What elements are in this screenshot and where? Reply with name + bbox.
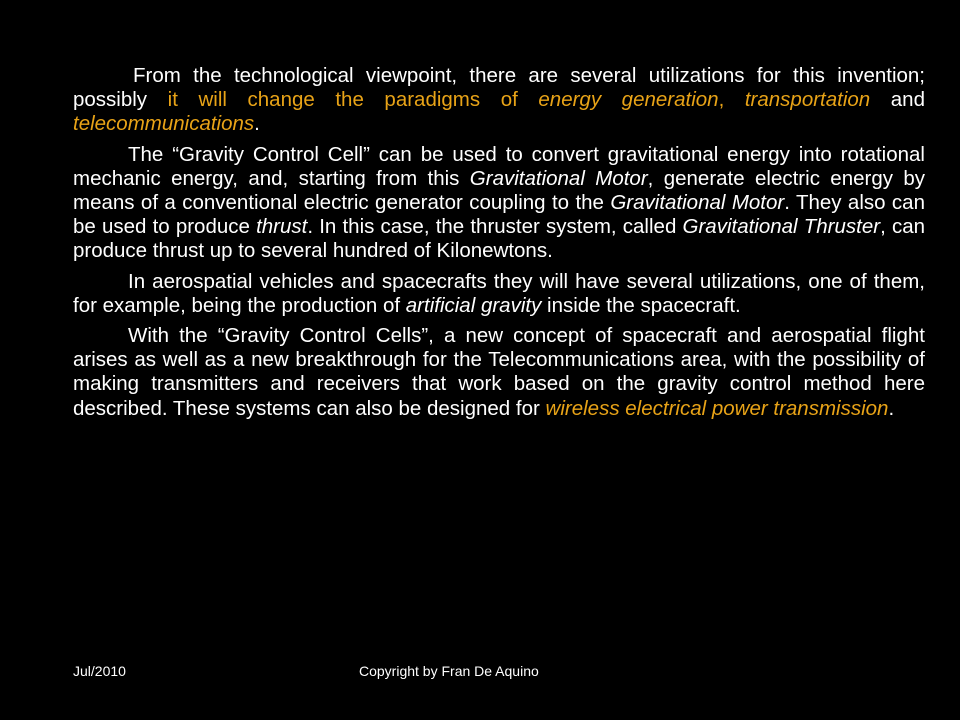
text-segment: energy generation: [538, 88, 719, 112]
text-segment: With the “Gravity Control Cells”, a new concept of spacecraft and aerospatial flight arises as well as a new breakthrough for the Telecommunications area, with the possibility of making transmitters and receivers that work based on the gravity control method here described. These systems can also be designed for: [73, 324, 925, 420]
paragraph-technological-viewpoint: [73, 64, 925, 137]
text-segment: Gravitational Motor: [469, 166, 648, 190]
text-segment: . They also can be used to produce: [73, 191, 925, 239]
text-segment: telecommunications: [73, 112, 255, 136]
text-segment: Gravitational Thruster: [682, 215, 881, 239]
text-segment: inside the spacecraft.: [541, 293, 741, 317]
text-segment: thrust: [256, 215, 308, 239]
paragraph-aerospatial-vehicles: [73, 270, 925, 318]
text-segment: In aerospatial vehicles and spacecrafts they will have several utilizations, one of them, for example, being the production of: [73, 269, 925, 317]
text-segment: .: [254, 112, 260, 136]
text-segment: transportation: [744, 88, 871, 112]
text-segment: ,: [718, 88, 745, 112]
text-segment: and: [870, 88, 925, 112]
slide-body: [73, 64, 925, 427]
text-segment: , generate electric energy by means of a conventional electric generator coupling to the: [73, 166, 925, 215]
text-segment: From the technological viewpoint, there are several utilizations for this invention; possibly: [73, 64, 925, 112]
text-segment: artificial gravity: [405, 293, 542, 317]
text-segment: wireless electrical power transmission: [545, 396, 889, 420]
text-segment: Gravitational Motor: [610, 191, 785, 215]
text-segment: , can produce thrust up to several hundred of Kilonewtons.: [73, 215, 926, 263]
text-segment: it will change the paradigms of: [167, 88, 539, 112]
paragraph-gravity-control-cell: [73, 143, 925, 264]
text-segment: The “Gravity Control Cell” can be used to convert gravitational energy into rotational mechanic energy, and, starting from this: [73, 142, 925, 190]
footer-date: Jul/2010: [73, 663, 126, 679]
text-segment: . In this case, the thruster system, called: [307, 215, 683, 239]
text-segment: .: [888, 396, 895, 420]
footer-copyright: Copyright by Fran De Aquino: [359, 663, 539, 679]
paragraph-gravity-control-cells: [73, 324, 925, 421]
